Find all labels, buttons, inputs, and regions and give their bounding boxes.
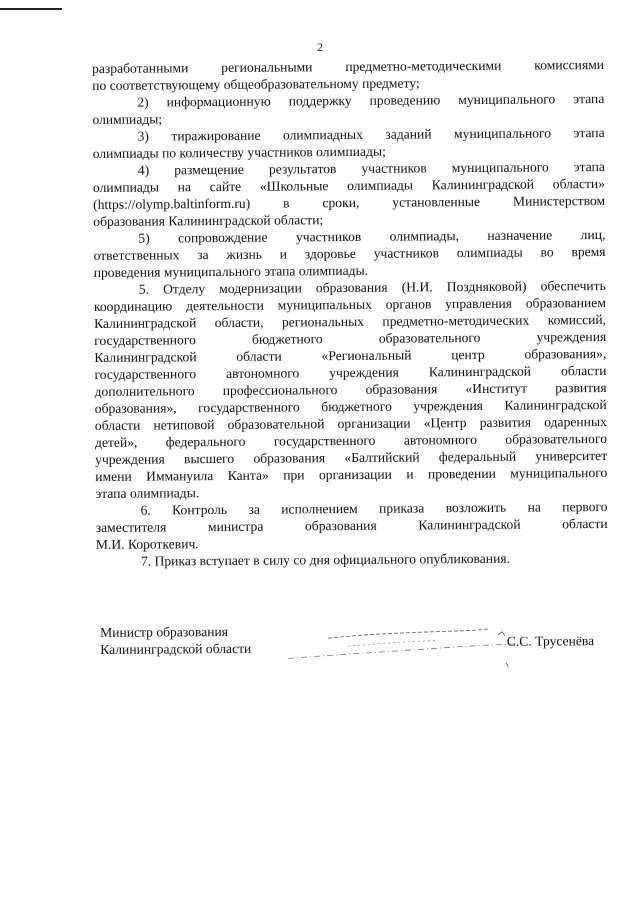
text-line: 3) тиражирование олимпиадных заданий муниципального этапа — [137, 124, 605, 144]
text-line: государственного бюджетного образовательного учреждения — [94, 328, 607, 348]
text-line: Калининградской области, региональных предметно-методических комиссий, — [94, 311, 607, 331]
page-number: 2 — [317, 40, 323, 54]
text-line: олимпиады на сайте «Школьные олимпиады Калининградской области» — [92, 175, 606, 195]
text-line: 5) сопровождение участников олимпиады, назначение лиц, — [138, 226, 606, 246]
text-line: 5. Отделу модернизации образования (Н.И. Поздняковой) обеспечить — [138, 277, 606, 297]
text-line: проведения муниципального этапа олимпиады. — [93, 262, 369, 280]
signatory-title — [100, 623, 251, 658]
text-line: заместителя министра образования Калининградской области — [95, 515, 608, 535]
text-line: олимпиады; — [92, 111, 163, 127]
text-line: 2) информационную поддержку проведению муниципального этапа — [137, 90, 605, 110]
text-line: области нетиповой образовательной организации «Центр развития одаренных — [94, 413, 607, 433]
text-line: олимпиады по количеству участников олимпиады; — [92, 143, 386, 161]
text-line: имени Иммануила Канта» при организации и проведении муниципального — [95, 464, 608, 484]
text-line: государственного автономного учреждения Калининградской области — [94, 362, 607, 382]
text-line: (https://olymp.baltinform.ru) в сроки, установленные Министерством — [93, 192, 606, 212]
text-line: координацию деятельности муниципальных органов управления образованием — [93, 294, 606, 314]
text-line: разработанными региональными предметно-методическими комиссиями — [92, 56, 605, 76]
signatory-name: С.С. Трусенёва — [506, 633, 595, 649]
text-line: по соответствующему общеобразовательному предмету; — [92, 75, 420, 93]
text-line: 7. Приказ вступает в силу со дня официального опубликования. — [140, 550, 511, 569]
text-line: 4) размещение результатов участников муниципального этапа — [137, 158, 605, 178]
text-line: 6. Контроль за исполнением приказа возложить на первого — [140, 498, 608, 518]
handwritten-signature — [288, 623, 528, 673]
signatory-title-line1: Министр образования — [100, 623, 229, 640]
text-line: этапа олимпиады. — [95, 485, 200, 501]
signature-block — [100, 620, 600, 684]
text-line: Калининградской области «Региональный центр образования», — [94, 345, 607, 365]
text-line: детей», федерального государственного автономного образовательного — [94, 430, 608, 450]
scan-edge-mark — [0, 8, 62, 10]
text-line: образования», государственного бюджетного учреждения Калининградской — [94, 396, 607, 416]
text-line: учреждения высшего образования «Балтийский федеральный университет — [95, 447, 608, 467]
signatory-title-line2: Калининградской области — [100, 640, 252, 657]
text-line: М.И. Короткевич. — [95, 536, 199, 552]
text-line: дополнительного профессионального образования «Институт развития — [94, 379, 607, 399]
text-line: образования Калининградской области; — [93, 212, 324, 229]
document-body — [92, 56, 608, 570]
text-line: ответственных за жизнь и здоровье участников олимпиады во время — [93, 243, 606, 263]
